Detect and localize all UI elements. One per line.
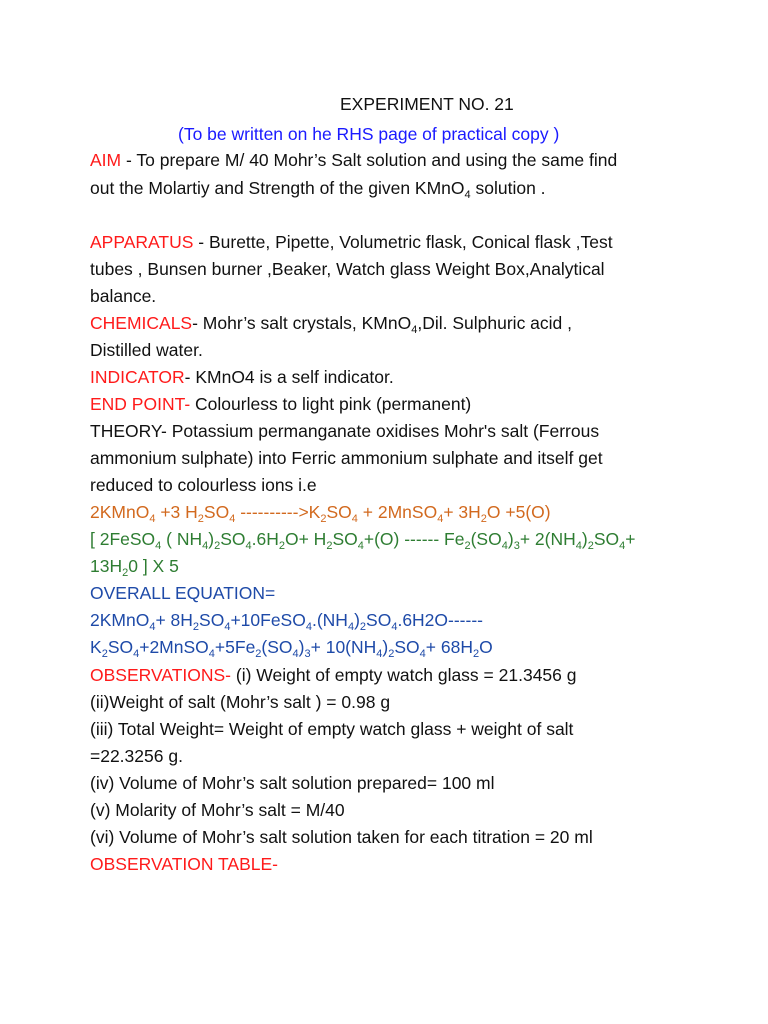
aim-line-1: AIM - To prepare M/ 40 Mohr’s Salt solution and using the same find <box>90 150 618 170</box>
observation-i: OBSERVATIONS- (i) Weight of empty watch glass = 21.3456 g <box>90 665 577 685</box>
observation-vi: (vi) Volume of Mohr’s salt solution taken for each titration = 20 ml <box>90 827 593 847</box>
solution-volume: 100 ml <box>441 773 495 793</box>
apparatus-line-1: APPARATUS - Burette, Pipette, Volumetric flask, Conical flask ,Test <box>90 232 613 252</box>
observations-label: OBSERVATIONS- <box>90 665 231 685</box>
empty-watch-glass-weight: 21.3456 g <box>498 665 577 685</box>
theory-line-1: THEORY- Potassium permanganate oxidises Mohr's salt (Ferrous <box>90 421 600 441</box>
aim-label: AIM <box>90 150 122 170</box>
end-point-label: END POINT- <box>90 394 191 414</box>
reaction-equation-1: 2KMnO$_4$ +3 $H_2SO_4$ $---------->K_2SO_4$ + 2MnSO$_4$+ $3H_2O +5(O)$ <box>90 502 551 525</box>
overall-equation-line-1: 2KMnO$_4$+ $8H_2SO_4+10FeSO_4.(NH_4)_2SO_4.6H2O------$ <box>90 610 483 633</box>
observation-iv: (iv) Volume of Mohr’s salt solution prepared= 100 ml <box>90 773 495 793</box>
apparatus-label: APPARATUS <box>90 232 194 252</box>
chemicals-line-1: CHEMICALS- Mohr’s salt crystals, KMnO$_4$,Dil. Sulphuric acid , <box>90 313 573 336</box>
chemicals-line-2: Distilled water. <box>90 340 203 360</box>
observation-iii-line-1: (iii) Total Weight= Weight of empty watch glass + weight of salt <box>90 719 574 739</box>
observation-ii: (ii)Weight of salt (Mohr’s salt ) = 0.98 g <box>90 692 391 712</box>
experiment-title: EXPERIMENT NO. 21 <box>340 94 514 114</box>
reaction-equation-2-line-1: [ 2FeSO$_4$ ( $NH_4)_2SO_4.6H_2O+ H_2SO_4+(O)$ ------ $Fe_2(SO_4)_3+ 2(NH_4)_2SO_4+$ <box>90 529 636 552</box>
apparatus-line-2: tubes , Bunsen burner ,Beaker, Watch glass Weight Box,Analytical <box>90 259 605 279</box>
total-weight: =22.3256 g. <box>90 746 183 766</box>
overall-equation-label: OVERALL EQUATION= <box>90 583 276 603</box>
titration-volume: 20 ml <box>549 827 593 847</box>
observation-v: (v) Molarity of Mohr’s salt = M/40 <box>90 800 345 820</box>
observation-table-label: OBSERVATION TABLE- <box>90 854 279 874</box>
indicator-label: INDICATOR <box>90 367 185 387</box>
chemicals-label: CHEMICALS <box>90 313 193 333</box>
aim-line-2: out the Molartiy and Strength of the given KMnO$_4$ solution . <box>90 178 546 201</box>
indicator-line: INDICATOR- KMnO4 is a self indicator. <box>90 367 394 387</box>
theory-line-2: ammonium sulphate) into Ferric ammonium sulphate and itself get <box>90 448 603 468</box>
reaction-equation-2-line-2: $13H_20$ ] X 5 <box>90 556 179 579</box>
overall-equation-line-2: $K_2SO_4+2MnSO_4+5Fe_2(SO_4)_3+ 10(NH_4)_2SO_4+ 68H_2O$ <box>90 637 493 660</box>
theory-line-3: reduced to colourless ions i.e <box>90 475 317 495</box>
salt-weight: 0.98 g <box>341 692 391 712</box>
page-note: (To be written on he RHS page of practical copy ) <box>178 124 560 144</box>
apparatus-line-3: balance. <box>90 286 157 306</box>
end-point-line: END POINT- Colourless to light pink (permanent) <box>90 394 472 414</box>
molarity-value: M/40 <box>305 800 345 820</box>
